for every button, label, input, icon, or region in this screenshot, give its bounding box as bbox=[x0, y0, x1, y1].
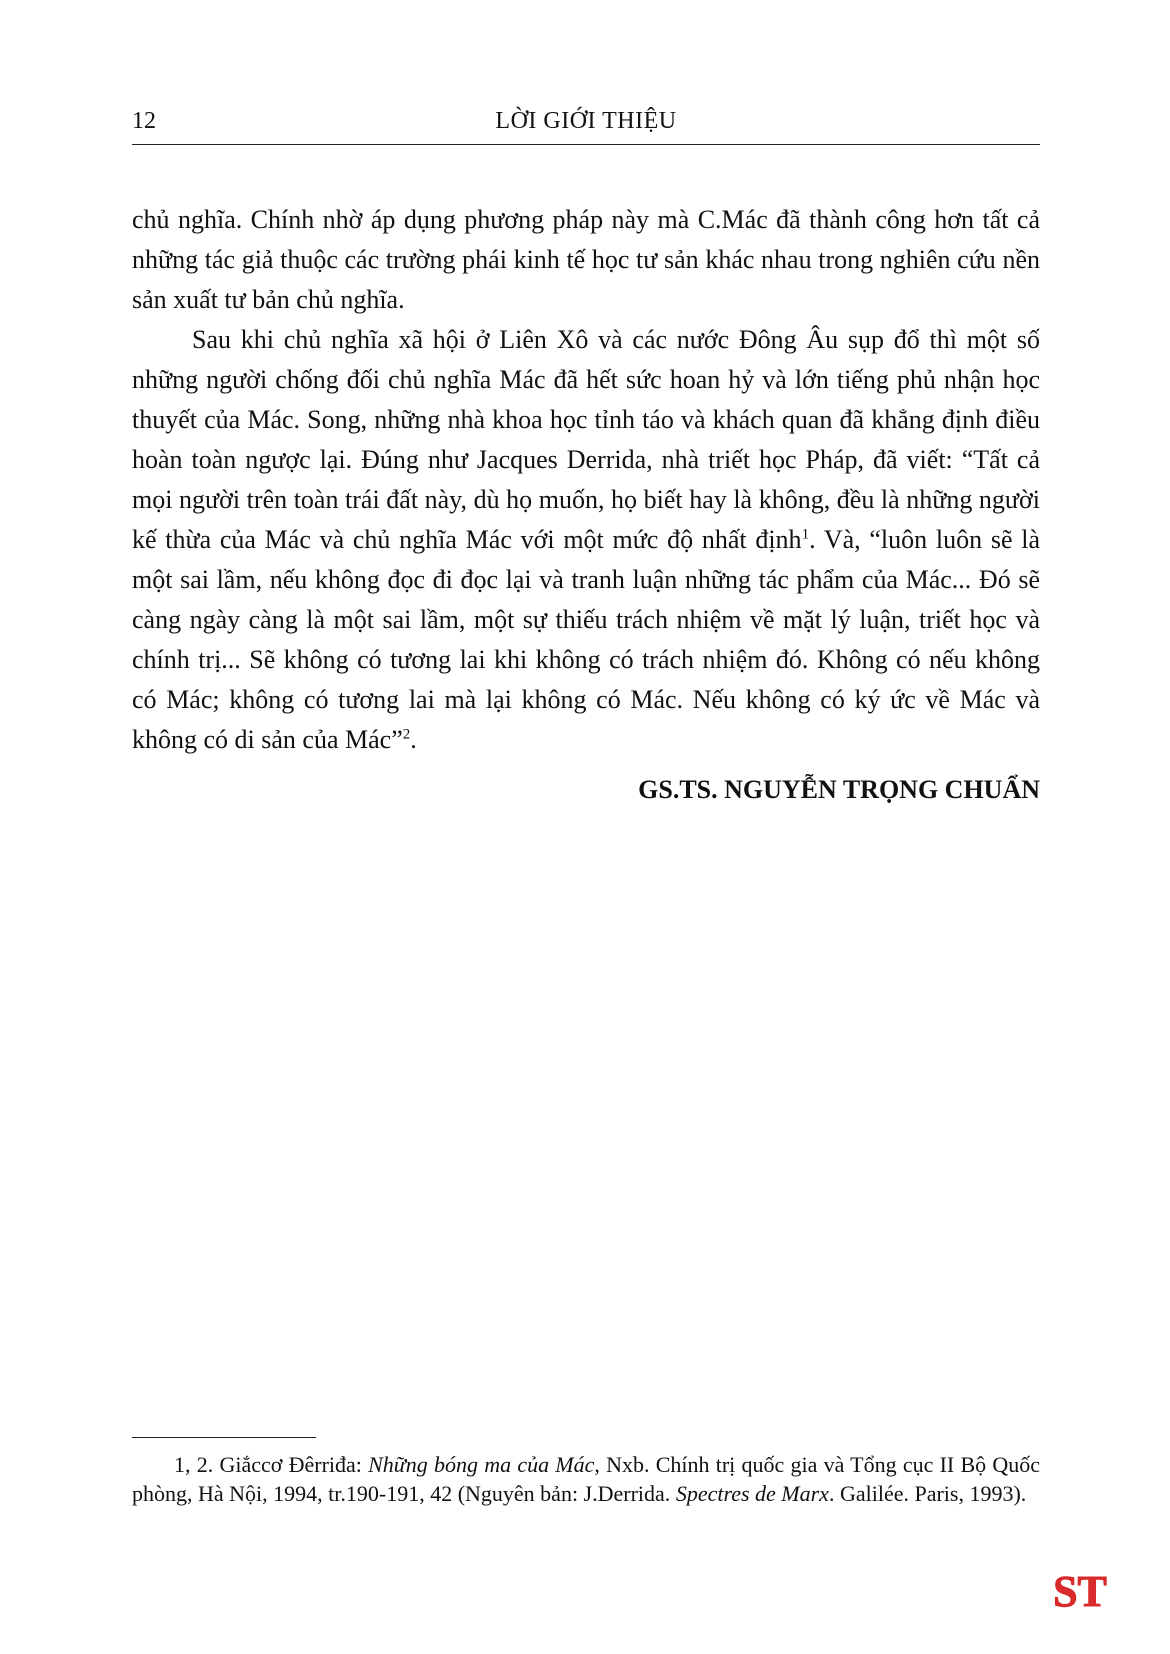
footnote-ref-1: 1 bbox=[801, 526, 810, 543]
footnote-lead: 1, 2. Giắccơ Đêrriđa: bbox=[174, 1452, 369, 1477]
paragraph-2 bbox=[132, 320, 1040, 760]
body-text bbox=[132, 200, 1040, 810]
page-header bbox=[132, 104, 1040, 145]
footnote-ref-2: 2 bbox=[402, 726, 411, 743]
footnote-mid: , Nxb. Chính trị quốc gia và Tổng cục II Bộ Quốc phòng, Hà Nội, 1994, tr.190-191, 42 (Nguyên bản: J.Derrida. bbox=[132, 1452, 1040, 1506]
paragraph-2-part-a: Sau khi chủ nghĩa xã hội ở Liên Xô và các nước Đông Âu sụp đổ thì một số những người chống đối chủ nghĩa Mác đã hết sức hoan hỷ và lớn tiếng phủ nhận học thuyết của Mác. Song, những nhà khoa học tỉnh táo và khách quan đã khẳng định điều hoàn toàn ngược lại. Đúng như Jacques Derrida, nhà triết học Pháp, đã viết: “Tất cả mọi người trên toàn trái đất này, dù họ muốn, họ biết hay là không, đều là những người kế thừa của Mác và chủ nghĩa Mác với một mức độ nhất định bbox=[132, 325, 1040, 554]
st-publisher-logo-icon bbox=[1052, 1560, 1108, 1616]
paragraph-2-part-b: . Và, “luôn luôn sẽ là một sai lầm, nếu không đọc đi đọc lại và tranh luận những tác phẩm của Mác... Đó sẽ càng ngày càng là một sai lầm, một sự thiếu trách nhiệm về mặt lý luận, triết học và chính trị... Sẽ không có tương lai khi không có trách nhiệm đó. Không có nếu không có Mác; không có tương lai mà lại không có Mác. Nếu không có ký ức về Mác và không có di sản của Mác” bbox=[132, 525, 1040, 754]
paragraph-1: chủ nghĩa. Chính nhờ áp dụng phương pháp này mà C.Mác đã thành công hơn tất cả những tác giả thuộc các trường phái kinh tế học tư sản khác nhau trong nghiên cứu nền sản xuất tư bản chủ nghĩa. bbox=[132, 205, 1040, 314]
author-signature: GS.TS. NGUYỄN TRỌNG CHUẨN bbox=[638, 775, 1040, 804]
page-number: 12 bbox=[132, 108, 156, 134]
paragraph-2-part-c: . bbox=[410, 725, 417, 754]
logo-text: ST bbox=[1053, 1567, 1107, 1616]
footnote-title-fr: Spectres de Marx bbox=[675, 1481, 829, 1506]
footnote-title-vi: Những bóng ma của Mác bbox=[368, 1452, 595, 1477]
footnote bbox=[132, 1450, 1040, 1508]
footnote-divider bbox=[132, 1437, 316, 1438]
footnote-tail: . Galilée. Paris, 1993). bbox=[828, 1481, 1027, 1506]
running-title: LỜI GIỚI THIỆU bbox=[495, 108, 677, 134]
